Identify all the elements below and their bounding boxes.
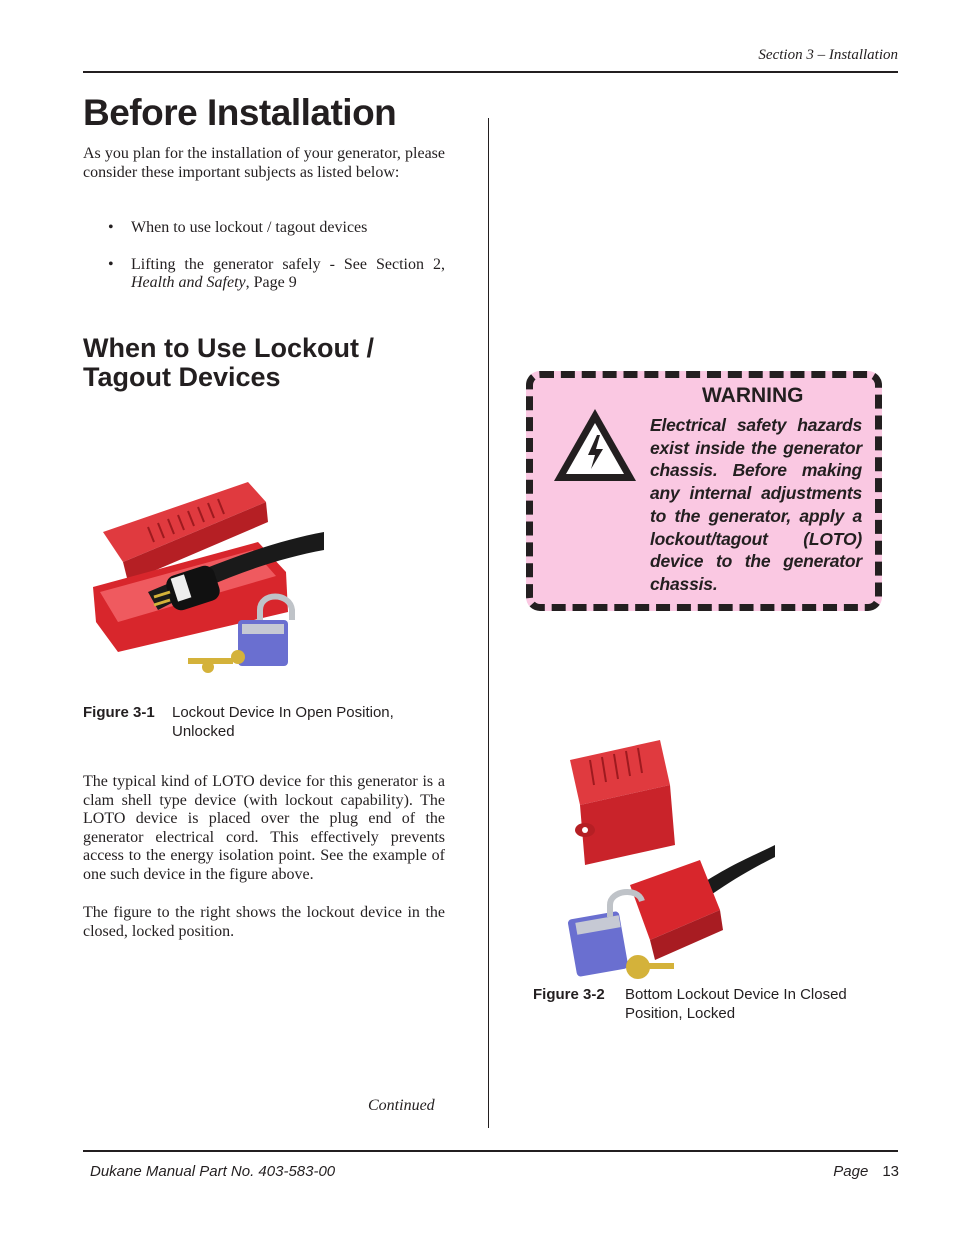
figure-caption-text: Lockout Device In Open Position, Unlocked (172, 704, 394, 740)
lockout-device-open-image (88, 472, 324, 680)
figure-caption (533, 985, 893, 1023)
bullet-dot-icon: • (108, 255, 114, 273)
footer-page-number: 13 (882, 1163, 899, 1180)
bullet-list (108, 219, 445, 311)
list-item (108, 219, 445, 238)
footer-page-label: Page (833, 1163, 869, 1180)
list-item (108, 256, 445, 293)
intro-paragraph: As you plan for the installation of your generator, please consider these important subjects as listed below: (83, 145, 445, 181)
footer-manual-number: Dukane Manual Part No. 403-583-00 (90, 1163, 336, 1180)
bullet-text: Lifting the generator safely - See Section 2, (131, 255, 445, 273)
figure-number: Figure 3-1 (83, 704, 155, 721)
figure-number: Figure 3-2 (533, 986, 605, 1003)
figure-caption-text: Bottom Lockout Device In Closed Position, Locked (625, 986, 847, 1022)
footer-page (833, 1163, 899, 1180)
bullet-text-italic: Health and Safety (131, 274, 246, 291)
subheading: When to Use Lockout / Tagout Devices (83, 333, 375, 392)
bullet-text-group (131, 256, 445, 293)
page-title: Before Installation (83, 92, 397, 133)
paragraph: The typical kind of LOTO device for this generator is a clam shell type device (with lockout capability). The LOTO device is placed over the plug end of the generator electrical cord. This effectively prevents access to the energy isolation point. See the example of one such device in the figure above. (83, 773, 445, 883)
column-divider (488, 118, 489, 1128)
electrical-hazard-icon (550, 405, 640, 485)
figure-caption (83, 703, 443, 741)
bullet-text-tail: , Page 9 (245, 274, 297, 291)
paragraph: The figure to the right shows the lockout device in the closed, locked position. (83, 904, 445, 940)
footer-rule (83, 1150, 898, 1152)
continued-note: Continued (368, 1097, 435, 1114)
bullet-dot-icon: • (108, 219, 114, 236)
warning-text: Electrical safety hazards exist inside the generator chassis. Before making any internal adjustments to the generator, apply a lockout/tagout (LOTO) device to the generator chassis. (650, 415, 862, 594)
warning-title: WARNING (702, 384, 804, 407)
section-label: Section 3 – Installation (758, 47, 898, 63)
header-rule (83, 71, 898, 73)
bullet-text: When to use lockout / tagout devices (131, 219, 368, 236)
lockout-device-closed-image (560, 735, 775, 983)
